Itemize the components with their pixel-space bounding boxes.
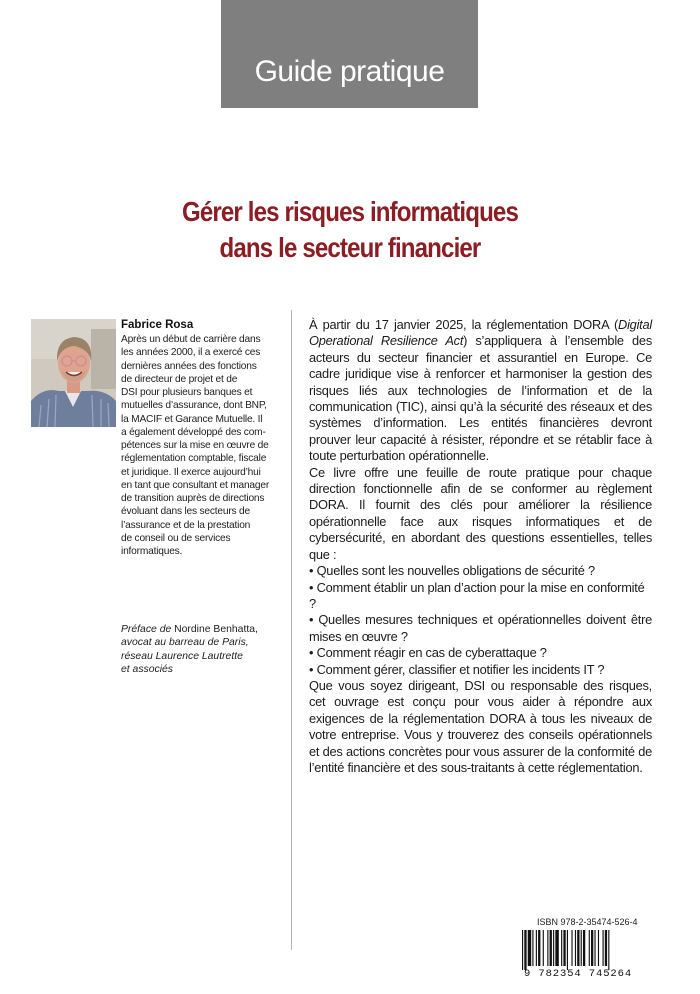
paragraph-audience: Que vous soyez dirigeant, DSI ou responsable des risques, cet ouvrage est conçu pour vous aider à répondre aux exigences de la réglementation DORA à tous les niveaux de votre entreprise. Vous y trouverez des conseils opérationnels et des actions concrètes pour vous assurer de la conformité de l’entité financière et des sous-traitants à cette réglementation. (309, 677, 652, 775)
barcode-bar (577, 930, 579, 966)
bio-line: en tant que consultant et manager (121, 479, 270, 491)
title-line-1: Gérer les risques informatiques (181, 196, 519, 227)
barcode-bar (583, 930, 585, 966)
barcode-bar (547, 930, 548, 966)
bio-line: et juridique. Il exerce aujourd’hui (121, 466, 261, 478)
bio-line: de conseil ou de services (121, 532, 231, 544)
column-divider (291, 310, 292, 950)
barcode-digits: 9 782354 745264 (524, 968, 633, 980)
banner-label: Guide pratique (254, 55, 445, 88)
bullet-item: • Comment gérer, classifier et notifier les incidents IT ? (309, 661, 605, 677)
barcode-bar (575, 930, 576, 966)
paragraph-intro (309, 317, 652, 465)
author-name: Fabrice Rosa (121, 319, 194, 331)
bullet-item: • Quelles sont les nouvelles obligations de sécurité ? (309, 563, 595, 579)
bio-line: Après un début de carrière dans (121, 334, 261, 345)
title-line-2: dans le secteur financier (219, 232, 481, 263)
barcode-bar (543, 930, 544, 966)
barcode-bar (608, 930, 609, 970)
preface-line: réseau Laurence Lautrette (121, 650, 243, 662)
barcode-bar (553, 930, 554, 966)
preface-line: et associés (121, 663, 173, 675)
paragraph-purpose: Ce livre offre une feuille de route pratique pour chaque direction fonctionnelle afin de se conformer au règlement DORA. Il fournit des clés pour améliorer la résilience opérationnelle face aux risques informatiques et de cybersécurité, en abordant des questions essentielles, telles que : (309, 464, 652, 562)
bullet-item: • Quelles mesures techniques et opérationnelles doivent être mises en œuvre ? (309, 612, 652, 644)
barcode-bar (555, 930, 558, 966)
barcode-bar (581, 930, 582, 966)
bio-line: évoluant dans les secteurs de (121, 506, 250, 518)
bio-line: de directeur de projet et de (121, 373, 238, 385)
barcode-bar (550, 930, 552, 966)
bullet-item: • Comment établir un plan d’action pour la mise en conformité ? (309, 579, 645, 611)
barcode-bar (594, 930, 595, 966)
guide-pratique-banner (221, 0, 478, 108)
back-cover-description (309, 317, 652, 776)
book-title (135, 194, 565, 266)
bio-line: DSI pour plusieurs banques et (121, 387, 253, 398)
barcode-bar (603, 930, 604, 966)
barcode-bar (561, 930, 562, 966)
bio-line: de transition auprès de directions (121, 493, 265, 504)
author-bio (121, 333, 271, 558)
intro-text-end: ) s’appliquera à l’ensemble des acteurs du secteur financier et assurantiel en Europe. Ce cadre juridique vise à renforcer et harmoniser la gestion des risques liés aux technologies de l’information et de la communication (TIC), ainsi qu’à la sécurité des réseaux et des systèmes d’information. Les entités financières devront prouver leur capacité à résister, répondre et se rétablir face à toute perturbation opérationnelle. (309, 333, 652, 464)
bio-line: les années 2000, il a exercé ces (121, 347, 261, 359)
bio-line: l’assurance et de la prestation (121, 519, 251, 531)
barcode-bar (589, 930, 590, 966)
bullet-item: • Comment réagir en cas de cyberattaque ? (309, 645, 547, 661)
barcode-bar (605, 930, 607, 966)
barcode-bar (598, 930, 599, 966)
preface-author: Nordine Benhatta, (174, 624, 258, 635)
barcode-bar (563, 930, 565, 966)
isbn-barcode (522, 930, 644, 970)
barcode-bar (524, 930, 526, 970)
intro-act-name: Digital Operational Resilience Act (309, 317, 652, 349)
barcode-bar (522, 930, 523, 970)
isbn-label: ISBN 978-2-35474-526-4 (537, 917, 638, 927)
author-photo (31, 319, 116, 427)
bio-line: informatiques. (121, 546, 183, 557)
preface-prefix: Préface de (121, 624, 175, 635)
bio-line: la MACIF et Garance Mutuelle. Il (121, 413, 263, 425)
barcode-bar (528, 930, 531, 966)
bio-line: a également développé des com- (121, 426, 266, 438)
preface-credit (121, 623, 281, 676)
intro-text-start: À partir du 17 janvier 2025, la réglementation DORA ( (309, 317, 619, 332)
barcode-bar (591, 930, 593, 966)
barcode-bar (538, 930, 540, 966)
bio-line: dernières années des fonctions (121, 360, 257, 372)
barcode-bar (567, 930, 568, 970)
bio-line: pétences sur la mise en œuvre de (121, 440, 269, 451)
barcode-bar (536, 930, 537, 966)
preface-line: avocat au barreau de Paris, (121, 637, 249, 649)
barcode-bar (571, 930, 572, 966)
barcode-bar (532, 930, 533, 966)
author-portrait-image (31, 319, 116, 427)
bio-line: mutuelles d’assurance, dont BNP, (121, 400, 267, 412)
bio-line: réglementation comptable, fiscale (121, 453, 267, 465)
